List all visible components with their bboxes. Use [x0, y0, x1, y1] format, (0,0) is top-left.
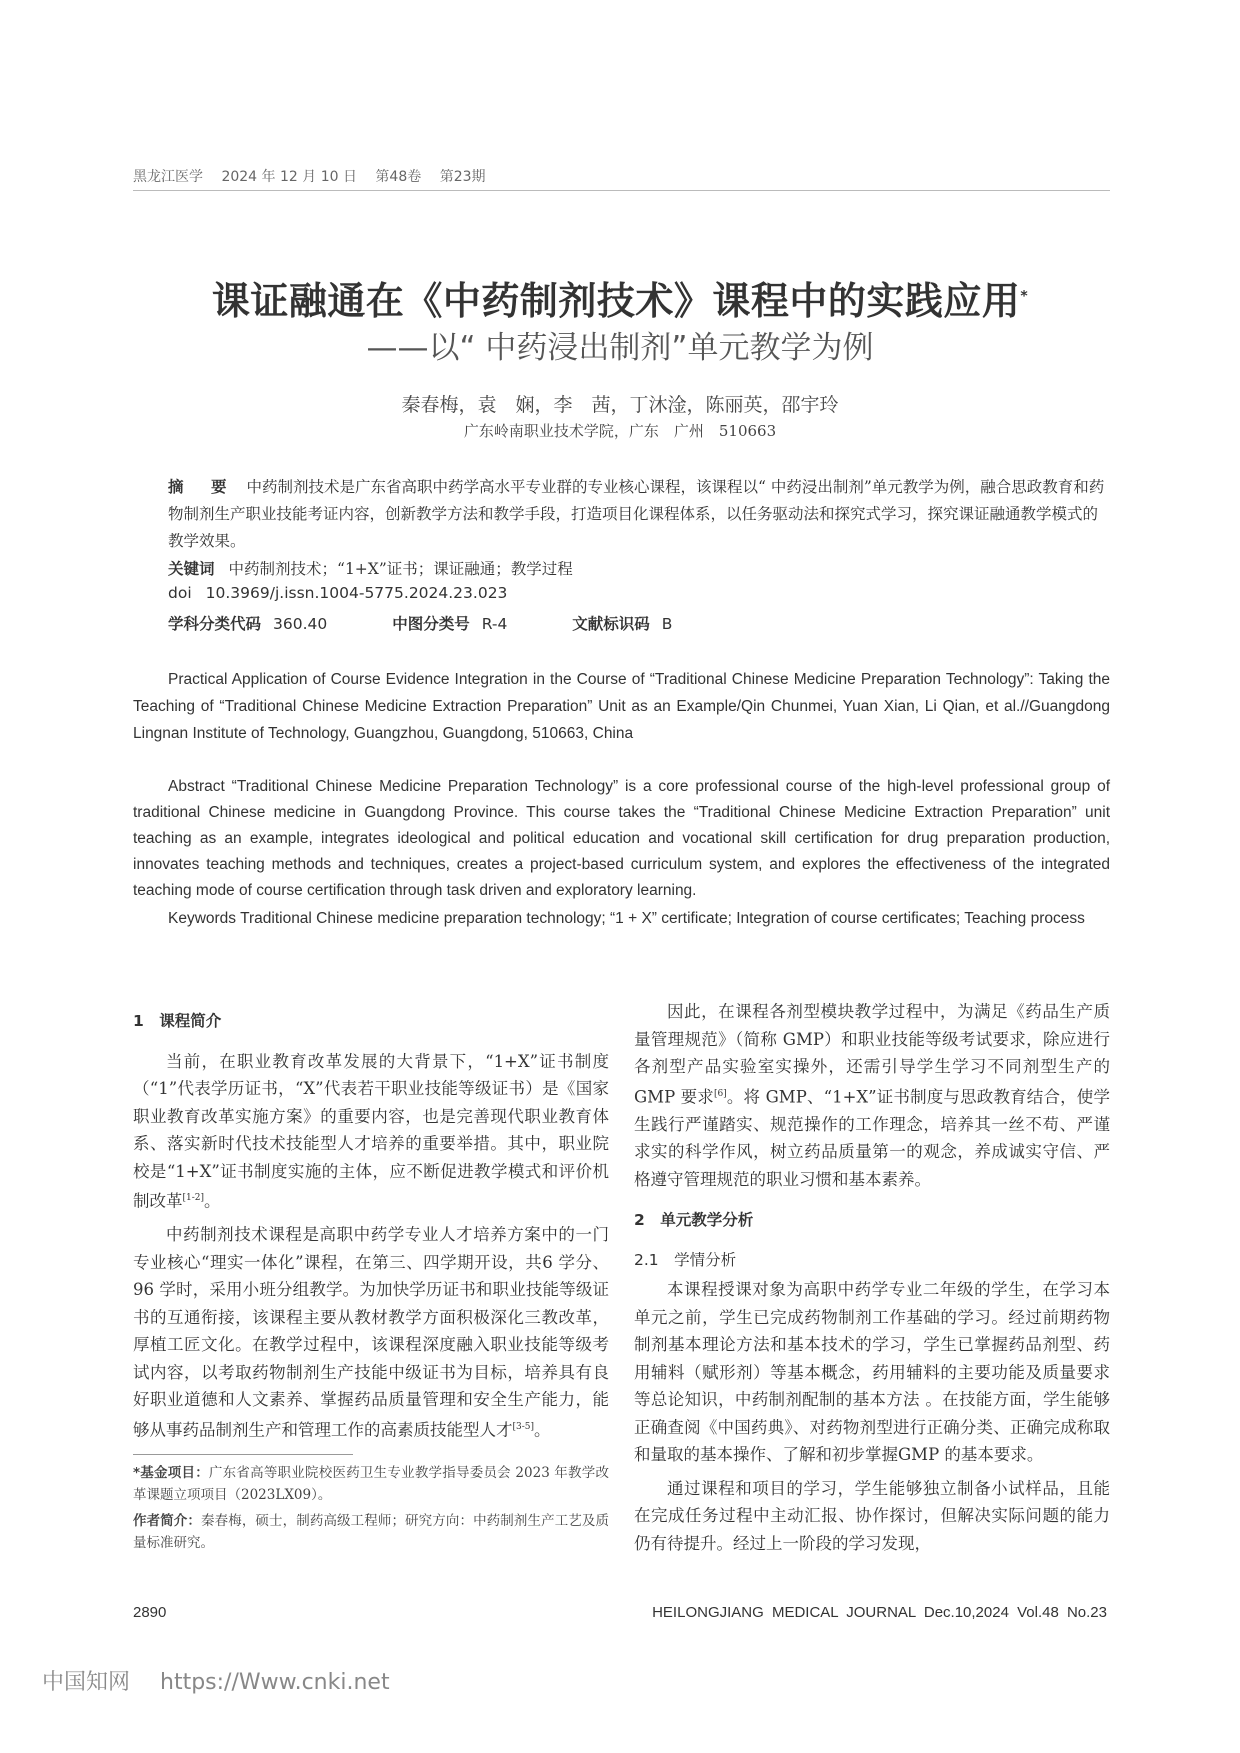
- subject-code-value: 360.40: [273, 615, 328, 633]
- section-2-heading: 2 单元教学分析: [634, 1211, 754, 1229]
- paragraph: 通过课程和项目的学习，学生能够独立制备小试样品，且能在完成任务过程中主动汇报、协作探讨，但解决实际问题的能力仍有待提升。经过上一阶段的学习发现，: [634, 1478, 1110, 1553]
- paper-title: [0, 270, 1240, 325]
- paragraph-text: 因此，在课程各剂型模块教学过程中，为满足《药品生产质量管理规范》（简称 GMP）和职业技能等级考试要求，除应进行各剂型产品实验室实操外，还需引导学生学习不同剂型生产的 GMP 要求: [634, 1002, 1110, 1106]
- keywords-label: 关键词: [168, 560, 215, 578]
- citation: [3-5]: [512, 1421, 535, 1432]
- volume: 第48卷: [375, 169, 422, 185]
- body-column-right: [634, 998, 1110, 1563]
- issue: 第23期: [439, 169, 486, 185]
- fund-note: [133, 1462, 609, 1506]
- paragraph-end: 。将 GMP、“1+X”证书制度与思政教育结合，使学生践行严谨踏实、规范操作的工作理念，培养其一丝不苟、严谨求实的科学作风，树立药品质量第一的观念，养成诚实守信、严格遵守管理规范的职业习惯和基本素养。: [634, 1087, 1110, 1189]
- section-2-1-heading: 2.1 学情分析: [634, 1250, 737, 1269]
- paper-subtitle: ——以“ 中药浸出制剂”单元教学为例: [366, 330, 874, 366]
- page-number: 2890: [133, 1604, 167, 1621]
- doi-value: 10.3969/j.issn.1004-5775.2024.23.023: [205, 584, 508, 602]
- footnote-divider: [133, 1454, 353, 1455]
- paragraph: [133, 1048, 609, 1216]
- citation: [1-2]: [182, 1193, 205, 1203]
- clc-value: R-4: [481, 615, 508, 633]
- paragraph: [634, 998, 1110, 1193]
- paragraph: 本课程授课对象为高职中药学专业二年级的学生，在学习本单元之前，学生已完成药物制剂工作基础的学习。经过前期药物制剂基本理论方法和基本技术的学习，学生已掌握药品剂型、药用辅料（赋形剂）等基本概念，药用辅料的主要功能及质量要求等总论知识，中药制剂配制的基本方法 。在技能方面，学生能够正确查阅《中国药典》、对药物剂型进行正确分类、正确完成称取和量取的基本操作、了解和初步掌握GMP 的基本要求。: [634, 1280, 1110, 1464]
- english-abstract: Abstract “Traditional Chinese Medicine Preparation Technology” is a core professional course of the high-level professional group of traditional Chinese medicine in Guangdong Province. This course takes the “Traditional Chinese Medicine Extraction Preparation” unit teaching as an example, integrates ideological and political education and vocational skill certification for drug preparation production, innovates teaching methods and techniques, creates a project-based curriculum system, and explores the effectiveness of the integrated teaching mode of course certification through task driven and exploratory learning.: [133, 778, 1110, 899]
- citation: [6]: [713, 1088, 727, 1099]
- author-text: 秦春梅，硕士，制药高级工程师；研究方向：中药制剂生产工艺及质量标准研究。: [133, 1513, 610, 1551]
- journal-footer: HEILONGJIANG MEDICAL JOURNAL Dec.10,2024 Vol.48 No.23: [652, 1604, 1107, 1621]
- section-1-heading: 1 课程简介: [133, 1012, 222, 1030]
- abstract-label: 摘 要: [168, 478, 233, 496]
- author-label: 作者简介：: [133, 1513, 202, 1529]
- fund-marker: *: [1020, 288, 1029, 305]
- issue-date: 2024 年 12 月 10 日: [221, 169, 357, 185]
- abstract-cn: [168, 474, 1108, 555]
- watermark-site-name: 中国知网: [42, 1670, 131, 1695]
- author-note: [133, 1510, 609, 1554]
- fund-text: 广东省高等职业院校医药卫生专业教学指导委员会 2023 年教学改革课题立项项目（2023LX09）。: [133, 1465, 609, 1503]
- watermark-url: https://Www.cnki.net: [160, 1670, 390, 1695]
- paragraph: [133, 1221, 609, 1444]
- keywords-text: 中药制剂技术；“1+X”证书；课证融通；教学过程: [228, 560, 573, 578]
- subject-code-label: 学科分类代码: [168, 615, 262, 633]
- classification-codes: [168, 612, 672, 634]
- abstract-text: 中药制剂技术是广东省高职中药学高水平专业群的专业核心课程，该课程以“ 中药浸出制剂”单元教学为例，融合思政教育和药物制剂生产职业技能考证内容，创新教学方法和教学手段，打造项目化课程体系，以任务驱动法和探究式学习，探究课证融通教学模式的教学效果。: [168, 478, 1105, 550]
- footnote: [133, 1462, 609, 1558]
- paragraph-end: 。: [204, 1191, 221, 1211]
- doc-code-value: B: [661, 615, 673, 633]
- journal-name: 黑龙江医学: [133, 169, 203, 185]
- title-text: 课证融通在《中药制剂技术》课程中的实践应用: [211, 279, 1021, 323]
- author-list: 秦春梅，袁 娴，李 茜，丁沐淦，陈丽英，邵宇玲: [401, 394, 839, 416]
- doi: [168, 584, 507, 602]
- paragraph-end: 。: [534, 1420, 551, 1439]
- affiliation: 广东岭南职业技术学院，广东 广州 510663: [463, 422, 777, 440]
- keywords-cn: [168, 557, 573, 579]
- clc-label: 中图分类号: [392, 615, 470, 633]
- fund-label: *基金项目：: [133, 1465, 209, 1481]
- doi-label: doi: [168, 584, 192, 602]
- body-column-left: [133, 1008, 609, 1450]
- running-header: [133, 166, 500, 186]
- doc-code-label: 文献标识码: [572, 615, 650, 633]
- english-keywords: Keywords Traditional Chinese medicine preparation technology; “1 + X” certificate; Integration of course certificates; Teaching process: [168, 910, 1085, 927]
- header-divider: [133, 190, 1110, 191]
- english-title-citation: Practical Application of Course Evidence Integration in the Course of “Traditional Chinese Medicine Preparation Technology”: Taking the Teaching of “Traditional Chinese Medicine Extraction Preparation” Unit as an Example/Qin Chunmei, Yuan Xian, Li Qian, et al.//Guangdong Lingnan Institute of Technology, Guangzhou, Guangdong, 510663, China: [133, 671, 1110, 742]
- paragraph-text: 当前，在职业教育改革发展的大背景下，“1+X”证书制度（“1”代表学历证书，“X”代表若干职业技能等级证书）是《国家职业教育改革实施方案》的重要内容，也是完善现代职业教育体系、落实新时代技术技能型人才培养的重要举措。其中，职业院校是“1+X”证书制度实施的主体，应不断促进教学模式和评价机制改革: [133, 1051, 609, 1211]
- paragraph-text: 中药制剂技术课程是高职中药学专业人才培养方案中的一门专业核心“理实一体化”课程，在第三、四学期开设，共6 学分、96 学时，采用小班分组教学。为加快学历证书和职业技能等级证书的互通衔接，该课程主要从教材教学方面积极深化三教改革，厚植工匠文化。在教学过程中，该课程深度融入职业技能等级考试内容，以考取药物制剂生产技能中级证书为目标，培养具有良好职业道德和人文素养、掌握药品质量管理和安全生产能力，能够从事药品制剂生产和管理工作的高素质技能型人才: [133, 1225, 609, 1439]
- cnki-watermark: [42, 1665, 390, 1696]
